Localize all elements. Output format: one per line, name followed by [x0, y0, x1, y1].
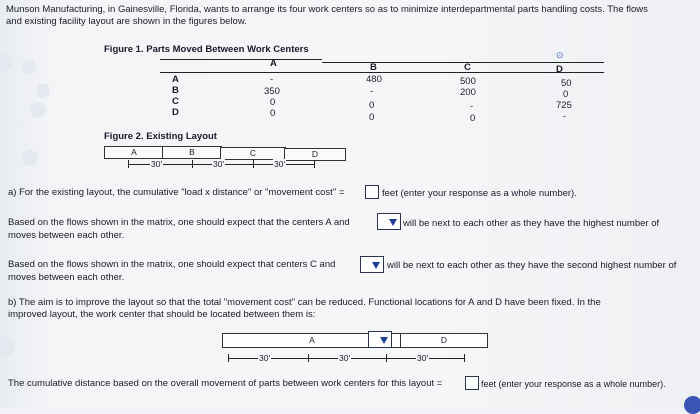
improved-cell-A: A — [222, 333, 402, 348]
middle-center-dropdown[interactable] — [368, 331, 392, 348]
movement-cost-input[interactable] — [365, 185, 379, 199]
fig1-col-A: A — [270, 58, 277, 69]
cell-B-A: 350 — [264, 86, 280, 97]
dimension-tick — [253, 160, 254, 168]
figure2-title: Figure 2. Existing Layout — [104, 131, 217, 142]
q3-suffix: will be next to each other as they have the second highest number of — [387, 260, 677, 271]
dimension-tick — [192, 160, 193, 168]
cell-B-C: 200 — [460, 87, 476, 98]
fig1-col-B: B — [370, 62, 377, 73]
dropdown-arrow-icon — [389, 219, 397, 226]
cell-D-B: 0 — [369, 112, 375, 123]
cell-D-D: - — [563, 111, 567, 122]
center-c-neighbor-dropdown[interactable] — [360, 256, 384, 273]
cell-A-B: 480 — [366, 74, 382, 85]
intro-line-1: Munson Manufacturing, in Gainesville, Florida, wants to arrange its four work centers so as to minimize interdepartmental parts handling costs. The flows — [6, 4, 648, 15]
cell-C-A: 0 — [270, 97, 276, 108]
part-b-line-1: b) The aim is to improve the layout so that the total "movement cost" can be reduced. Functional locations for A and D have been fixed. In the — [8, 297, 601, 308]
dimension-tick — [128, 160, 129, 168]
fig1-col-C: C — [464, 62, 471, 73]
q1-prefix: a) For the existing layout, the cumulative "load x distance" or "movement cost" = — [8, 187, 345, 198]
decor-bubble — [684, 396, 700, 414]
fig1-row-B: B — [172, 85, 179, 96]
layout-cell-C: C — [220, 147, 286, 160]
decor-bubble — [22, 60, 36, 74]
layout-cell-D: D — [284, 148, 346, 161]
cell-D-A: 0 — [270, 108, 276, 119]
center-a-neighbor-dropdown[interactable] — [377, 213, 401, 230]
improved-cell-D: D — [400, 333, 488, 348]
decor-bubble — [22, 150, 38, 166]
dim-label-1: 30' — [151, 159, 163, 169]
dimension-tick — [228, 354, 229, 362]
dimension-tick — [308, 354, 309, 362]
cumulative-distance-input[interactable] — [465, 376, 479, 390]
part-b-line-2: improved layout, the work center that should be located between them is: — [8, 309, 316, 320]
cell-B-B: - — [370, 86, 374, 97]
figure1-rule — [160, 59, 322, 60]
cell-C-B: 0 — [369, 100, 375, 111]
cell-C-C: - — [470, 101, 474, 112]
cell-A-C: 500 — [460, 76, 476, 87]
lock-icon: ⊙ — [556, 50, 564, 60]
cell-A-D: 50 — [561, 78, 572, 89]
q3-prefix: Based on the flows shown in the matrix, one should expect that centers C and — [8, 259, 336, 270]
final-suffix: feet (enter your response as a whole number). — [481, 379, 666, 389]
improved-dim-label-3: 30' — [417, 353, 429, 363]
q2-prefix: Based on the flows shown in the matrix, one should expect that the centers A and — [8, 217, 350, 228]
dim-label-2: 30' — [213, 159, 225, 169]
dimension-tick — [464, 354, 465, 362]
q2-suffix: will be next to each other as they have the highest number of — [403, 218, 660, 229]
fig1-col-D: D — [556, 64, 563, 75]
layout-cell-B: B — [162, 146, 222, 159]
intro-line-2: and existing facility layout are shown in the figures below. — [6, 16, 247, 27]
figure1-rule — [160, 72, 604, 73]
fig1-row-C: C — [172, 96, 179, 107]
fig1-row-A: A — [172, 74, 179, 85]
decor-bubble — [0, 336, 14, 358]
decor-bubble — [36, 84, 50, 98]
q3-line-2: moves between each other. — [8, 272, 125, 283]
cell-B-D: 0 — [563, 89, 569, 100]
cell-C-D: 725 — [556, 100, 572, 111]
decor-bubble — [0, 54, 12, 72]
dimension-tick — [314, 160, 315, 168]
cell-D-C: 0 — [470, 113, 476, 124]
layout-cell-A: A — [104, 146, 164, 159]
decor-bubble — [30, 102, 46, 118]
dropdown-arrow-icon — [380, 337, 388, 344]
q2-line-2: moves between each other. — [8, 230, 125, 241]
final-prefix: The cumulative distance based on the overall movement of parts between work centers for this layout = — [8, 378, 443, 389]
cell-A-A: - — [270, 74, 274, 85]
figure1-rule — [322, 62, 604, 63]
dim-label-3: 30' — [274, 159, 286, 169]
figure1-title: Figure 1. Parts Moved Between Work Centers — [104, 44, 309, 55]
improved-dim-label-2: 30' — [339, 353, 351, 363]
q1-suffix: feet (enter your response as a whole number). — [382, 188, 577, 199]
improved-dim-label-1: 30' — [259, 353, 271, 363]
fig1-row-D: D — [172, 107, 179, 118]
dropdown-arrow-icon — [372, 262, 380, 269]
dimension-tick — [386, 354, 387, 362]
